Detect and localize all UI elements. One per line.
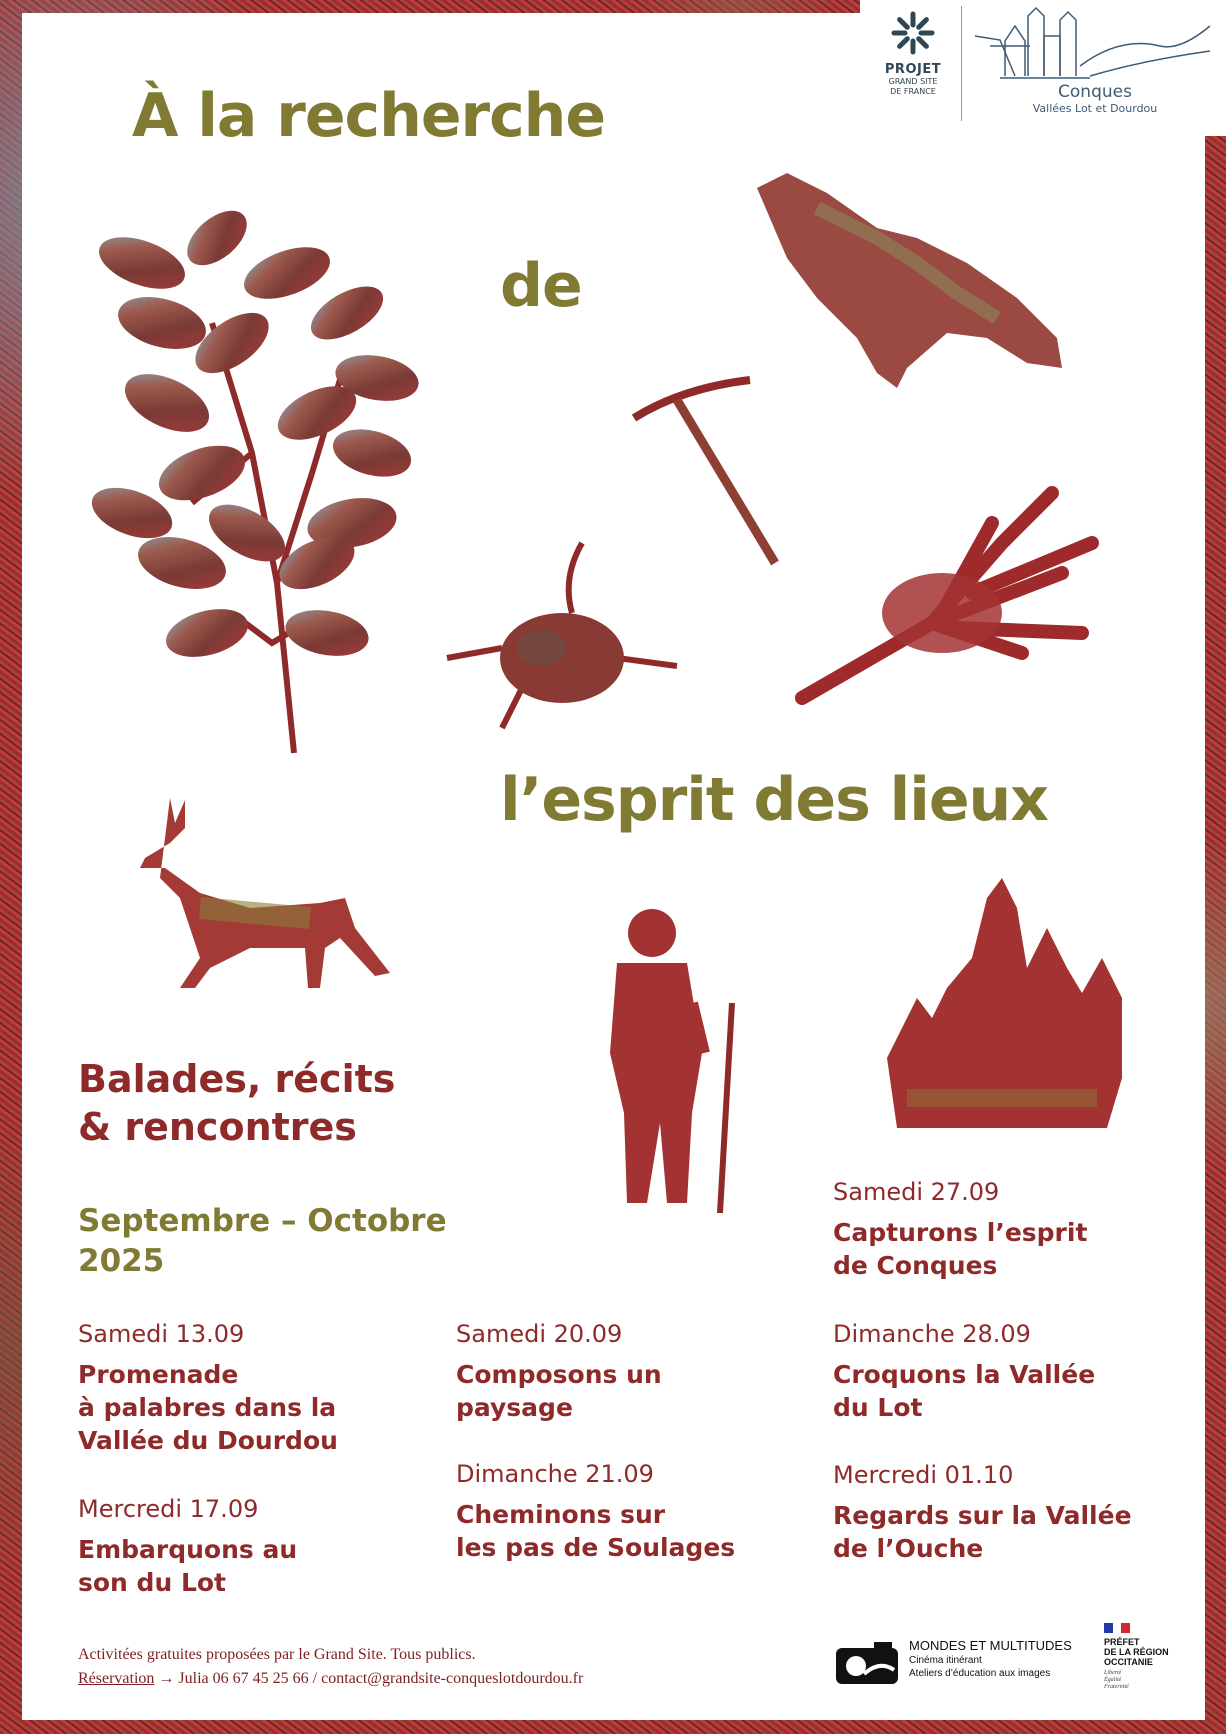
event-card	[78, 1493, 408, 1599]
grand-site-label-1: GRAND SITE	[888, 77, 938, 86]
title-line-3: l’esprit des lieux	[500, 765, 1048, 835]
event-date: Mercredi 17.09	[78, 1495, 259, 1523]
reservation-link[interactable]: Réservation	[78, 1670, 155, 1687]
event-title: Croquons la Vallée du Lot	[833, 1360, 1096, 1422]
leafy-branch-icon	[72, 203, 432, 763]
event-title: Capturons l’esprit de Conques	[833, 1218, 1088, 1280]
event-title: Cheminons sur les pas de Soulages	[456, 1500, 736, 1562]
header-logos	[860, 0, 1226, 136]
event-card	[456, 1318, 786, 1424]
period-year: 2025	[78, 1243, 165, 1279]
event-card	[456, 1458, 786, 1564]
prefet-line-1: PRÉFET	[1104, 1637, 1140, 1647]
prefet-line-3: OCCITANIE	[1104, 1657, 1153, 1667]
prefet-logo	[1104, 1623, 1214, 1703]
event-title: Embarquons au son du Lot	[78, 1535, 298, 1597]
french-flag-icon	[1104, 1623, 1130, 1633]
event-date: Mercredi 01.10	[833, 1461, 1014, 1489]
mondes-et-multitudes-logo	[834, 1636, 1094, 1690]
conques-label: Conques	[1058, 82, 1132, 102]
kite-bird-icon	[757, 168, 1067, 393]
reservation-line	[78, 1667, 583, 1691]
projet-label: PROJET	[884, 62, 942, 77]
event-card	[78, 1318, 408, 1457]
mondes-sub-1: Cinéma itinérant	[909, 1655, 982, 1666]
hiker-icon	[592, 903, 742, 1218]
event-date: Samedi 13.09	[78, 1320, 245, 1348]
subtitle	[78, 1055, 395, 1151]
motto-line-3: Fraternité	[1104, 1684, 1129, 1690]
camera-icon	[834, 1640, 906, 1688]
footer-line: Activitées gratuites proposées par le Grand Site. Tous publics.	[78, 1646, 476, 1663]
title-line-1: À la recherche	[132, 81, 606, 151]
logo-divider	[961, 6, 962, 121]
mondes-title: MONDES ET MULTITUDES	[909, 1638, 1072, 1653]
event-date: Dimanche 21.09	[456, 1460, 654, 1488]
pine-cone-plant-icon	[792, 483, 1102, 708]
title-line-2: de	[500, 251, 582, 321]
conques-sublabel: Vallées Lot et Dourdou	[1032, 102, 1158, 115]
grand-site-spiral-icon	[890, 10, 936, 56]
prefet-text	[1104, 1637, 1214, 1667]
grand-site-label-2: DE FRANCE	[890, 87, 936, 96]
prefet-motto	[1104, 1670, 1129, 1691]
event-date: Dimanche 28.09	[833, 1320, 1031, 1348]
motto-line-1: Liberté	[1104, 1670, 1122, 1676]
mondes-subtitle	[909, 1654, 1050, 1680]
period-months: Septembre – Octobre	[78, 1203, 447, 1239]
deer-icon	[130, 798, 395, 993]
event-date: Samedi 27.09	[833, 1178, 1000, 1206]
projet-grand-site-text	[868, 62, 958, 97]
mondes-sub-2: Ateliers d’éducation aux images	[909, 1668, 1051, 1679]
event-title: Regards sur la Vallée de l’Ouche	[833, 1501, 1132, 1563]
event-card	[833, 1318, 1163, 1424]
seed-pod-icon	[442, 538, 682, 733]
conques-village-icon	[970, 6, 1215, 82]
subtitle-line-2: & rencontres	[78, 1105, 357, 1149]
reservation-details: → Julia 06 67 45 25 66 / contact@grandsite-conqueslotdourdou.fr	[154, 1670, 584, 1687]
event-title: Promenade à palabres dans la Vallée du Dourdou	[78, 1360, 338, 1455]
event-card	[833, 1176, 1163, 1282]
event-title: Composons un paysage	[456, 1360, 662, 1422]
poster-panel	[22, 13, 1205, 1720]
prefet-line-2: DE LA RÉGION	[1104, 1647, 1169, 1657]
period	[78, 1201, 447, 1281]
footer-info	[78, 1643, 583, 1691]
subtitle-line-1: Balades, récits	[78, 1057, 396, 1101]
castle-icon	[877, 878, 1137, 1138]
motto-line-2: Égalité	[1104, 1677, 1122, 1683]
event-date: Samedi 20.09	[456, 1320, 623, 1348]
event-card	[833, 1459, 1163, 1565]
